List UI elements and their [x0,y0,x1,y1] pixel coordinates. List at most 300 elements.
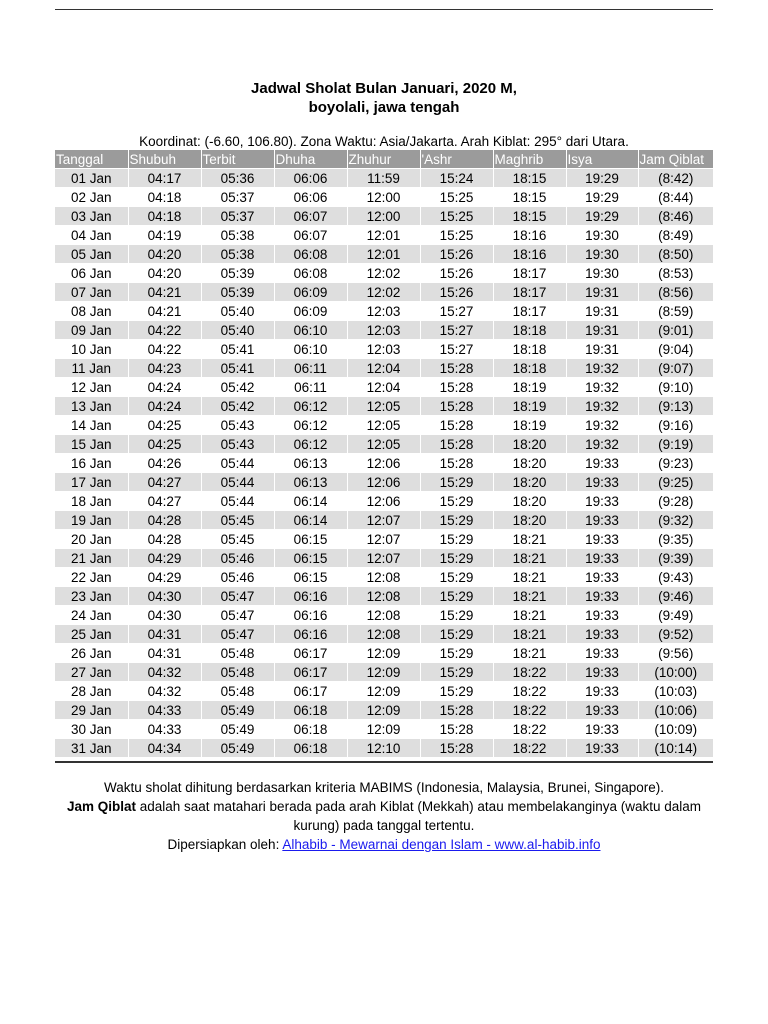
table-cell: 18:20 [493,492,566,511]
table-cell: (9:01) [638,321,713,340]
table-cell: 05:44 [201,492,274,511]
table-cell: 15:27 [420,340,493,359]
table-cell: (9:16) [638,416,713,435]
table-cell: 15:29 [420,530,493,549]
table-cell: 12:02 [347,264,420,283]
table-cell: 12:08 [347,587,420,606]
table-cell: 15:29 [420,682,493,701]
table-cell: 15:29 [420,663,493,682]
table-cell: 18:18 [493,321,566,340]
table-cell: 12:08 [347,625,420,644]
table-cell: 18:21 [493,568,566,587]
table-cell: 19:33 [566,739,638,758]
table-cell: 15:28 [420,454,493,473]
table-cell: (8:44) [638,188,713,207]
table-cell: 18:20 [493,511,566,530]
table-cell: 15:29 [420,511,493,530]
table-cell: 19:32 [566,397,638,416]
table-cell: 18:17 [493,264,566,283]
table-cell: 15:29 [420,568,493,587]
column-header: Tanggal [55,150,128,169]
table-cell: 19:33 [566,511,638,530]
table-cell: 12:00 [347,188,420,207]
table-cell: 06:16 [274,625,347,644]
column-header: 'Ashr [420,150,493,169]
table-cell: (10:03) [638,682,713,701]
table-cell: 19:31 [566,340,638,359]
table-cell: 04:28 [128,530,201,549]
table-cell: 18:18 [493,340,566,359]
table-cell: (8:56) [638,283,713,302]
table-cell: 04:28 [128,511,201,530]
table-cell: 18:22 [493,663,566,682]
table-row [55,264,713,283]
table-cell: 06:16 [274,606,347,625]
table-cell: 04:20 [128,245,201,264]
table-cell: 04:34 [128,739,201,758]
table-header-row [55,150,713,169]
table-cell: 21 Jan [55,549,128,568]
table-cell: 18:21 [493,644,566,663]
table-cell: 19:32 [566,378,638,397]
table-cell: 06:08 [274,245,347,264]
table-cell: 12:06 [347,454,420,473]
table-cell: 04:30 [128,587,201,606]
table-cell: 18:15 [493,169,566,188]
table-cell: 12:08 [347,568,420,587]
table-cell: 12:08 [347,606,420,625]
table-cell: 19:33 [566,454,638,473]
table-cell: (8:46) [638,207,713,226]
table-cell: 15:28 [420,435,493,454]
jam-qiblat-term: Jam Qiblat [66,799,136,814]
table-cell: 19:33 [566,473,638,492]
table-cell: 12 Jan [55,378,128,397]
table-cell: 06:13 [274,473,347,492]
table-cell: (8:50) [638,245,713,264]
table-cell: 15:29 [420,625,493,644]
table-cell: 02 Jan [55,188,128,207]
table-cell: 15:29 [420,492,493,511]
table-cell: 18:21 [493,625,566,644]
table-cell: 19:30 [566,226,638,245]
table-cell: 19:31 [566,283,638,302]
table-cell: 12:02 [347,283,420,302]
table-cell: 15:28 [420,397,493,416]
table-cell: 04:19 [128,226,201,245]
table-cell: 15:29 [420,606,493,625]
table-cell: 04:20 [128,264,201,283]
table-cell: (9:49) [638,606,713,625]
table-row [55,359,713,378]
table-cell: 06:10 [274,321,347,340]
table-cell: (9:56) [638,644,713,663]
table-cell: 06:07 [274,226,347,245]
table-cell: 18:21 [493,549,566,568]
table-cell: 19:33 [566,530,638,549]
table-cell: 04:31 [128,644,201,663]
table-cell: 05:47 [201,606,274,625]
table-cell: 12:09 [347,644,420,663]
table-cell: 11:59 [347,169,420,188]
table-cell: 12:05 [347,435,420,454]
table-cell: 12:05 [347,416,420,435]
mabims-note: Waktu sholat dihitung berdasarkan kriteria MABIMS (Indonesia, Malaysia, Brunei, Singapore). [103,780,665,795]
prayer-schedule-table-wrap [55,150,713,758]
table-cell: 05:49 [201,720,274,739]
table-row [55,397,713,416]
table-cell: 04:30 [128,606,201,625]
table-cell: 06:17 [274,663,347,682]
table-cell: 06:08 [274,264,347,283]
table-cell: 19:33 [566,568,638,587]
table-cell: (9:52) [638,625,713,644]
table-cell: (9:10) [638,378,713,397]
table-cell: 05:40 [201,302,274,321]
table-cell: 06:12 [274,397,347,416]
table-cell: 19:31 [566,321,638,340]
table-cell: 20 Jan [55,530,128,549]
table-cell: 18:22 [493,739,566,758]
table-cell: 12:10 [347,739,420,758]
table-row [55,606,713,625]
table-cell: 18:22 [493,682,566,701]
table-cell: 29 Jan [55,701,128,720]
table-cell: 19:29 [566,169,638,188]
table-cell: (9:46) [638,587,713,606]
table-cell: 04:33 [128,720,201,739]
table-cell: 15:25 [420,226,493,245]
table-cell: 18:17 [493,283,566,302]
table-cell: (8:42) [638,169,713,188]
table-row [55,321,713,340]
table-cell: 06:11 [274,359,347,378]
table-cell: 05:46 [201,549,274,568]
table-cell: 31 Jan [55,739,128,758]
table-cell: 19:32 [566,435,638,454]
table-cell: (9:32) [638,511,713,530]
table-cell: 12:00 [347,207,420,226]
table-cell: 05:36 [201,169,274,188]
table-cell: 15:25 [420,207,493,226]
table-cell: 05:43 [201,435,274,454]
table-row [55,435,713,454]
top-rule [55,9,713,10]
table-cell: 04:18 [128,188,201,207]
table-cell: 12:09 [347,701,420,720]
table-cell: 12:04 [347,378,420,397]
page-subtitle-location: boyolali, jawa tengah [308,99,460,116]
table-cell: 04:24 [128,378,201,397]
table-row [55,644,713,663]
table-cell: 04:24 [128,397,201,416]
table-cell: 04:27 [128,473,201,492]
table-cell: 18:16 [493,245,566,264]
table-cell: 06:18 [274,701,347,720]
jam-qiblat-explanation: adalah saat matahari berada pada arah Kiblat (Mekkah) atau membelakanginya (waktu dalam kurung) pada tanggal tertentu. [135,799,702,833]
table-cell: 06:09 [274,302,347,321]
table-cell: 18:15 [493,188,566,207]
table-cell: 19 Jan [55,511,128,530]
table-cell: 15:28 [420,416,493,435]
table-cell: 19:33 [566,701,638,720]
table-cell: 18:19 [493,397,566,416]
table-cell: (8:49) [638,226,713,245]
table-cell: 04:31 [128,625,201,644]
table-cell: 18 Jan [55,492,128,511]
table-cell: 25 Jan [55,625,128,644]
table-row [55,188,713,207]
alhabib-link[interactable]: Alhabib - Mewarnai dengan Islam - www.al-habib.info [282,837,601,852]
table-cell: 19:33 [566,682,638,701]
column-header: Dhuha [274,150,347,169]
table-cell: 06:15 [274,568,347,587]
table-row [55,454,713,473]
prepared-by-label: Dipersiapkan oleh: [167,837,283,852]
table-cell: 05:46 [201,568,274,587]
prayer-schedule-table [55,150,713,758]
table-cell: 06:18 [274,739,347,758]
table-cell: 15:25 [420,188,493,207]
table-cell: 04:29 [128,549,201,568]
table-cell: 12:09 [347,720,420,739]
table-cell: 04:17 [128,169,201,188]
table-cell: 11 Jan [55,359,128,378]
table-cell: 19:29 [566,188,638,207]
table-cell: 15:29 [420,549,493,568]
table-cell: 26 Jan [55,644,128,663]
table-cell: (8:59) [638,302,713,321]
table-cell: 12:05 [347,397,420,416]
table-cell: (9:19) [638,435,713,454]
table-cell: 04 Jan [55,226,128,245]
table-cell: 18:21 [493,587,566,606]
table-cell: 06:18 [274,720,347,739]
table-cell: 06:17 [274,682,347,701]
table-cell: 06:15 [274,530,347,549]
table-cell: 06:14 [274,511,347,530]
coordinate-info: Koordinat: (-6.60, 106.80). Zona Waktu: Asia/Jakarta. Arah Kiblat: 295° dari Utara. [139,134,629,149]
table-cell: 12:03 [347,302,420,321]
table-cell: 05:47 [201,587,274,606]
table-cell: 05:40 [201,321,274,340]
table-cell: 05:48 [201,644,274,663]
table-cell: 15:27 [420,321,493,340]
table-cell: (8:53) [638,264,713,283]
table-row [55,473,713,492]
table-cell: 06:13 [274,454,347,473]
table-cell: 19:31 [566,302,638,321]
column-header: Terbit [201,150,274,169]
table-cell: 15:29 [420,473,493,492]
table-cell: 06:11 [274,378,347,397]
table-cell: 05:37 [201,188,274,207]
table-row [55,226,713,245]
table-row [55,587,713,606]
table-cell: 05:41 [201,340,274,359]
table-cell: 06:14 [274,492,347,511]
table-cell: 19:33 [566,492,638,511]
table-cell: 04:23 [128,359,201,378]
table-cell: 05:37 [201,207,274,226]
table-cell: 04:22 [128,340,201,359]
table-cell: 05:42 [201,397,274,416]
table-cell: (9:04) [638,340,713,359]
table-cell: 05:49 [201,701,274,720]
table-cell: 14 Jan [55,416,128,435]
table-cell: 12:07 [347,530,420,549]
table-cell: 05:41 [201,359,274,378]
table-cell: 06:10 [274,340,347,359]
table-cell: 12:04 [347,359,420,378]
table-cell: 13 Jan [55,397,128,416]
table-cell: 06:16 [274,587,347,606]
table-cell: 18:20 [493,473,566,492]
table-cell: 22 Jan [55,568,128,587]
table-cell: (9:28) [638,492,713,511]
table-row [55,739,713,758]
table-cell: 19:33 [566,587,638,606]
table-cell: (10:14) [638,739,713,758]
table-cell: 08 Jan [55,302,128,321]
table-cell: (9:39) [638,549,713,568]
table-row [55,169,713,188]
table-cell: 05:39 [201,264,274,283]
table-cell: 18:19 [493,416,566,435]
table-cell: 18:22 [493,720,566,739]
table-row [55,245,713,264]
table-cell: 06:06 [274,188,347,207]
table-cell: 12:03 [347,321,420,340]
table-cell: 12:06 [347,492,420,511]
table-cell: 04:21 [128,302,201,321]
table-cell: 12:01 [347,226,420,245]
table-cell: 15:29 [420,644,493,663]
table-cell: (9:35) [638,530,713,549]
table-row [55,283,713,302]
table-cell: 04:29 [128,568,201,587]
table-cell: 12:07 [347,511,420,530]
table-cell: 19:30 [566,264,638,283]
table-row [55,302,713,321]
table-cell: 15:28 [420,720,493,739]
table-cell: 24 Jan [55,606,128,625]
table-row [55,530,713,549]
table-cell: 30 Jan [55,720,128,739]
table-cell: 18:16 [493,226,566,245]
table-cell: 05:47 [201,625,274,644]
table-cell: (10:06) [638,701,713,720]
table-row [55,416,713,435]
table-cell: 04:33 [128,701,201,720]
table-cell: 06:12 [274,435,347,454]
table-row [55,682,713,701]
table-cell: 03 Jan [55,207,128,226]
table-cell: 15:29 [420,587,493,606]
column-header: Jam Qiblat [638,150,713,169]
table-cell: 12:09 [347,663,420,682]
table-cell: 15:24 [420,169,493,188]
table-cell: 19:33 [566,606,638,625]
table-cell: 15:27 [420,302,493,321]
prepared-by [55,835,713,854]
table-cell: 18:20 [493,435,566,454]
table-row [55,720,713,739]
table-cell: 15:26 [420,283,493,302]
table-cell: 05:45 [201,511,274,530]
table-cell: (9:23) [638,454,713,473]
table-cell: (10:00) [638,663,713,682]
table-row [55,378,713,397]
table-cell: (9:07) [638,359,713,378]
table-cell: 06 Jan [55,264,128,283]
table-row [55,625,713,644]
table-cell: 19:29 [566,207,638,226]
table-cell: 05:43 [201,416,274,435]
table-row [55,340,713,359]
table-cell: (9:43) [638,568,713,587]
table-cell: 06:09 [274,283,347,302]
table-cell: 18:18 [493,359,566,378]
table-cell: 04:18 [128,207,201,226]
column-header: Zhuhur [347,150,420,169]
table-cell: (9:25) [638,473,713,492]
table-cell: 05:45 [201,530,274,549]
table-cell: 19:32 [566,359,638,378]
table-cell: 12:09 [347,682,420,701]
table-cell: 17 Jan [55,473,128,492]
table-cell: 18:19 [493,378,566,397]
table-row [55,663,713,682]
table-cell: 04:25 [128,416,201,435]
table-cell: 19:33 [566,549,638,568]
column-header: Shubuh [128,150,201,169]
table-row [55,492,713,511]
table-cell: 05:48 [201,682,274,701]
column-header: Isya [566,150,638,169]
table-cell: 06:17 [274,644,347,663]
table-cell: 06:07 [274,207,347,226]
table-cell: 15 Jan [55,435,128,454]
column-header: Maghrib [493,150,566,169]
table-cell: 19:30 [566,245,638,264]
table-cell: 19:33 [566,644,638,663]
table-row [55,207,713,226]
table-cell: 15:28 [420,739,493,758]
table-cell: 04:27 [128,492,201,511]
table-cell: 07 Jan [55,283,128,302]
page-title: Jadwal Sholat Bulan Januari, 2020 M, [251,80,517,97]
table-cell: 16 Jan [55,454,128,473]
jam-qiblat-note [55,797,713,835]
table-cell: 19:33 [566,663,638,682]
table-row [55,701,713,720]
table-cell: 05:49 [201,739,274,758]
table-cell: 15:28 [420,701,493,720]
table-cell: 06:12 [274,416,347,435]
table-cell: 12:01 [347,245,420,264]
table-cell: 15:26 [420,264,493,283]
table-cell: 04:22 [128,321,201,340]
table-row [55,568,713,587]
table-cell: 12:06 [347,473,420,492]
table-cell: 15:26 [420,245,493,264]
table-cell: 05:48 [201,663,274,682]
table-cell: 05:38 [201,226,274,245]
table-cell: 05:44 [201,473,274,492]
table-cell: 27 Jan [55,663,128,682]
table-cell: 19:33 [566,625,638,644]
